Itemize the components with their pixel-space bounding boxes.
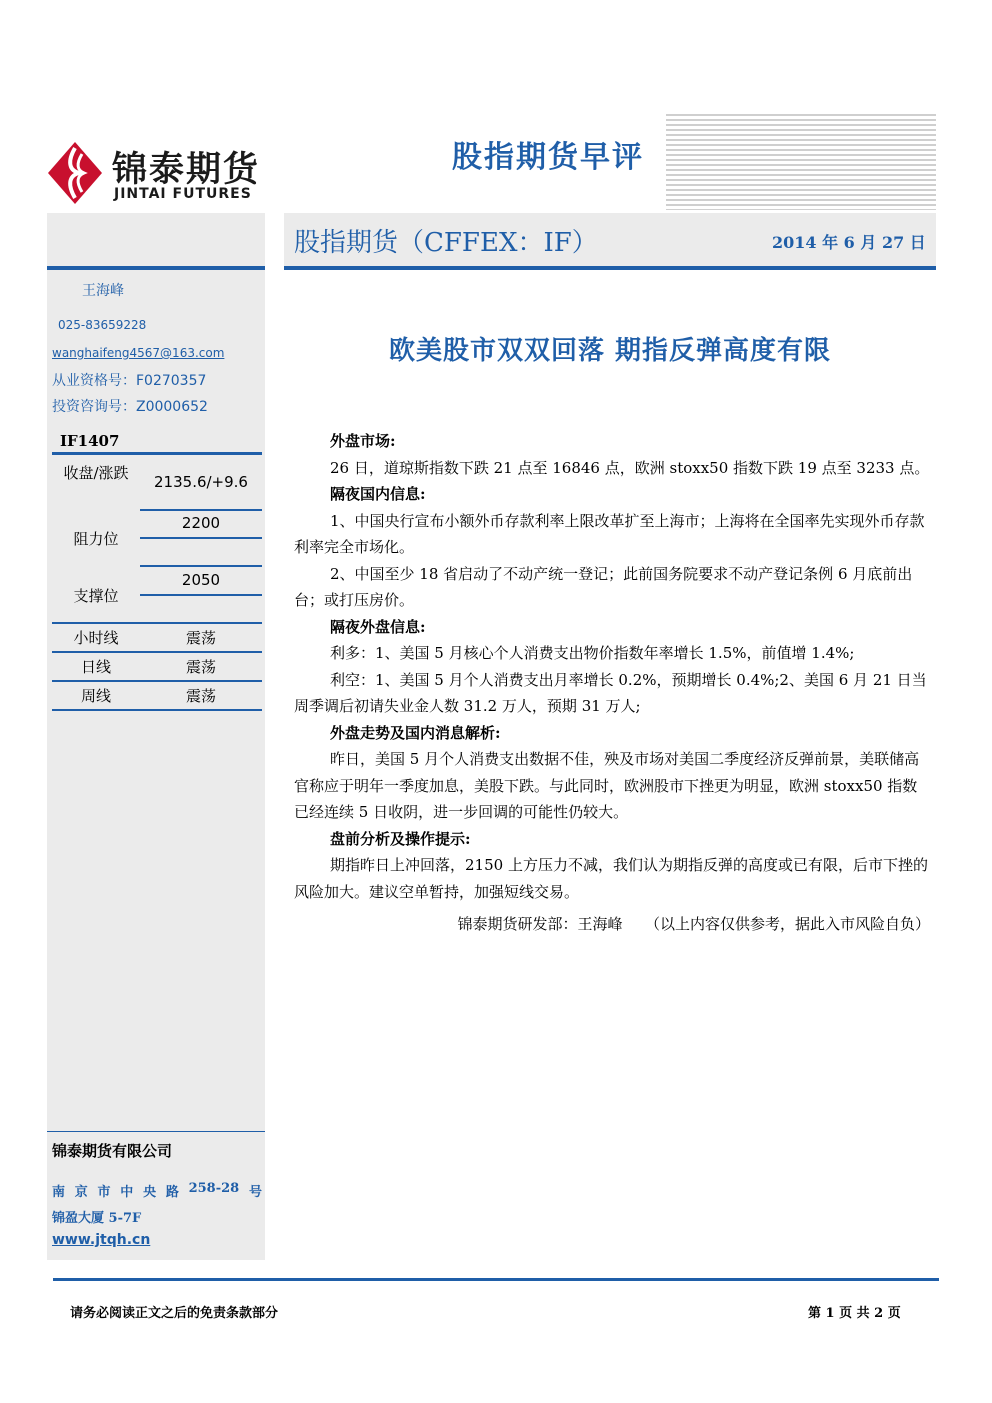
table-rule <box>140 537 262 539</box>
qualification-number: 从业资格号：F0270357 <box>52 373 207 389</box>
table-top-border <box>52 452 262 455</box>
report-date: 2014 年 6 月 27 日 <box>772 233 926 252</box>
table-rule <box>140 509 262 511</box>
paragraph: 利多：1、美国 5 月核心个人消费支出物价指数年率增长 1.5%，前值增 1.4%; <box>330 644 855 662</box>
company-website-link[interactable]: www.jtqh.cn <box>52 1232 151 1248</box>
address-part: 南 <box>52 1185 66 1200</box>
section-title: 股指期货（CFFEX：IF） <box>294 228 598 258</box>
signature: 锦泰期货研发部：王海峰 （以上内容仅供参考，据此入市风险自负） <box>457 915 930 933</box>
footer-disclaimer: 请务必阅读正文之后的免责条款部分 <box>70 1306 279 1321</box>
address-part: 号 <box>248 1185 262 1200</box>
report-headline: 欧美股市双双回落 期指反弹高度有限 <box>388 336 832 366</box>
paragraph: 2、中国至少 18 省启动了不动产统一登记；此前国务院要求不动产登记条例 6 月底前出台；或打压房价。 <box>294 564 913 609</box>
contract-code: IF1407 <box>60 432 120 450</box>
address-part: 路 <box>165 1185 179 1200</box>
address-part: 央 <box>143 1185 157 1200</box>
address-part: 中 <box>120 1185 134 1200</box>
section-heading: 外盘市场: <box>330 432 396 450</box>
address-part: 京 <box>74 1185 88 1200</box>
paragraph: 期指昨日上冲回落，2150 上方压力不减，我们认为期指反弹的高度或已有限，后市下挫的风险加大。建议空单暂持，加强短线交易。 <box>294 856 928 901</box>
company-address-line2: 锦盈大厦 5-7F <box>52 1211 142 1226</box>
footer-divider <box>53 1278 939 1281</box>
table-rule <box>140 594 262 596</box>
table-label: 小时线 <box>73 629 119 647</box>
paragraph: 昨日，美国 5 月个人消费支出数据不佳，殃及市场对美国二季度经济反弹前景，美联储高官称应于明年一季度加息，美股下跌。与此同时，欧洲股市下挫更为明显，欧洲 stoxx50 指数已经连续 5 日收阴，进一步回调的可能性仍较大。 <box>294 750 920 821</box>
report-body <box>294 428 930 938</box>
paragraph: 利空：1、美国 5 月个人消费支出月率增长 0.2%，预期增长 0.4%;2、美国 6 月 21 日当周季调后初请失业金人数 31.2 万人，预期 31 万人; <box>294 670 927 715</box>
table-label: 阻力位 <box>73 530 119 548</box>
table-value: 2200 <box>181 514 221 532</box>
analyst-email-link[interactable]: wanghaifeng4567@163.com <box>52 346 225 360</box>
divider <box>47 266 265 270</box>
table-label: 收盘/涨跌 <box>63 464 129 482</box>
table-label: 日线 <box>80 658 111 676</box>
section-heading: 隔夜外盘信息: <box>330 617 426 636</box>
logo-name-en: JINTAI FUTURES <box>114 186 252 202</box>
header-stripes <box>666 114 936 210</box>
table-value: 震荡 <box>185 629 216 647</box>
paragraph: 26 日，道琼斯指数下跌 21 点至 16846 点，欧洲 stoxx50 指数下跌 19 点至 3233 点。 <box>330 458 930 477</box>
table-label: 周线 <box>80 687 111 705</box>
table-rule <box>52 680 262 682</box>
section-heading: 外盘走势及国内消息解析: <box>330 723 501 742</box>
page-number: 第 1 页 共 2 页 <box>808 1306 901 1321</box>
section-heading: 盘前分析及操作提示: <box>330 829 471 848</box>
table-value: 震荡 <box>185 658 216 676</box>
report-type-title: 股指期货早评 <box>452 140 644 175</box>
table-rule <box>52 651 262 653</box>
table-value: 震荡 <box>185 687 216 705</box>
address-part: 市 <box>97 1185 111 1200</box>
table-rule <box>52 622 262 624</box>
paragraph: 1、中国央行宣布小额外币存款利率上限改革扩至上海市；上海将在全国率先实现外币存款利率完全市场化。 <box>294 511 925 556</box>
logo-name-cn: 锦泰期货 <box>112 150 261 190</box>
table-value: 2050 <box>181 571 221 589</box>
address-part: 258-28 <box>188 1181 240 1196</box>
company-address-line1 <box>52 1181 262 1200</box>
jintai-logo-icon <box>46 140 104 206</box>
consulting-number: 投资咨询号：Z0000652 <box>52 399 208 415</box>
table-label: 支撑位 <box>73 587 119 605</box>
section-heading: 隔夜国内信息: <box>330 485 426 503</box>
divider <box>47 1131 265 1132</box>
analyst-name: 王海峰 <box>82 283 124 299</box>
table-rule <box>52 709 262 711</box>
table-value: 2135.6/+9.6 <box>154 473 248 491</box>
analyst-phone: 025-83659228 <box>58 318 147 332</box>
company-logo <box>46 140 266 206</box>
company-name: 锦泰期货有限公司 <box>52 1142 173 1160</box>
divider <box>284 266 936 270</box>
table-rule <box>140 565 262 567</box>
